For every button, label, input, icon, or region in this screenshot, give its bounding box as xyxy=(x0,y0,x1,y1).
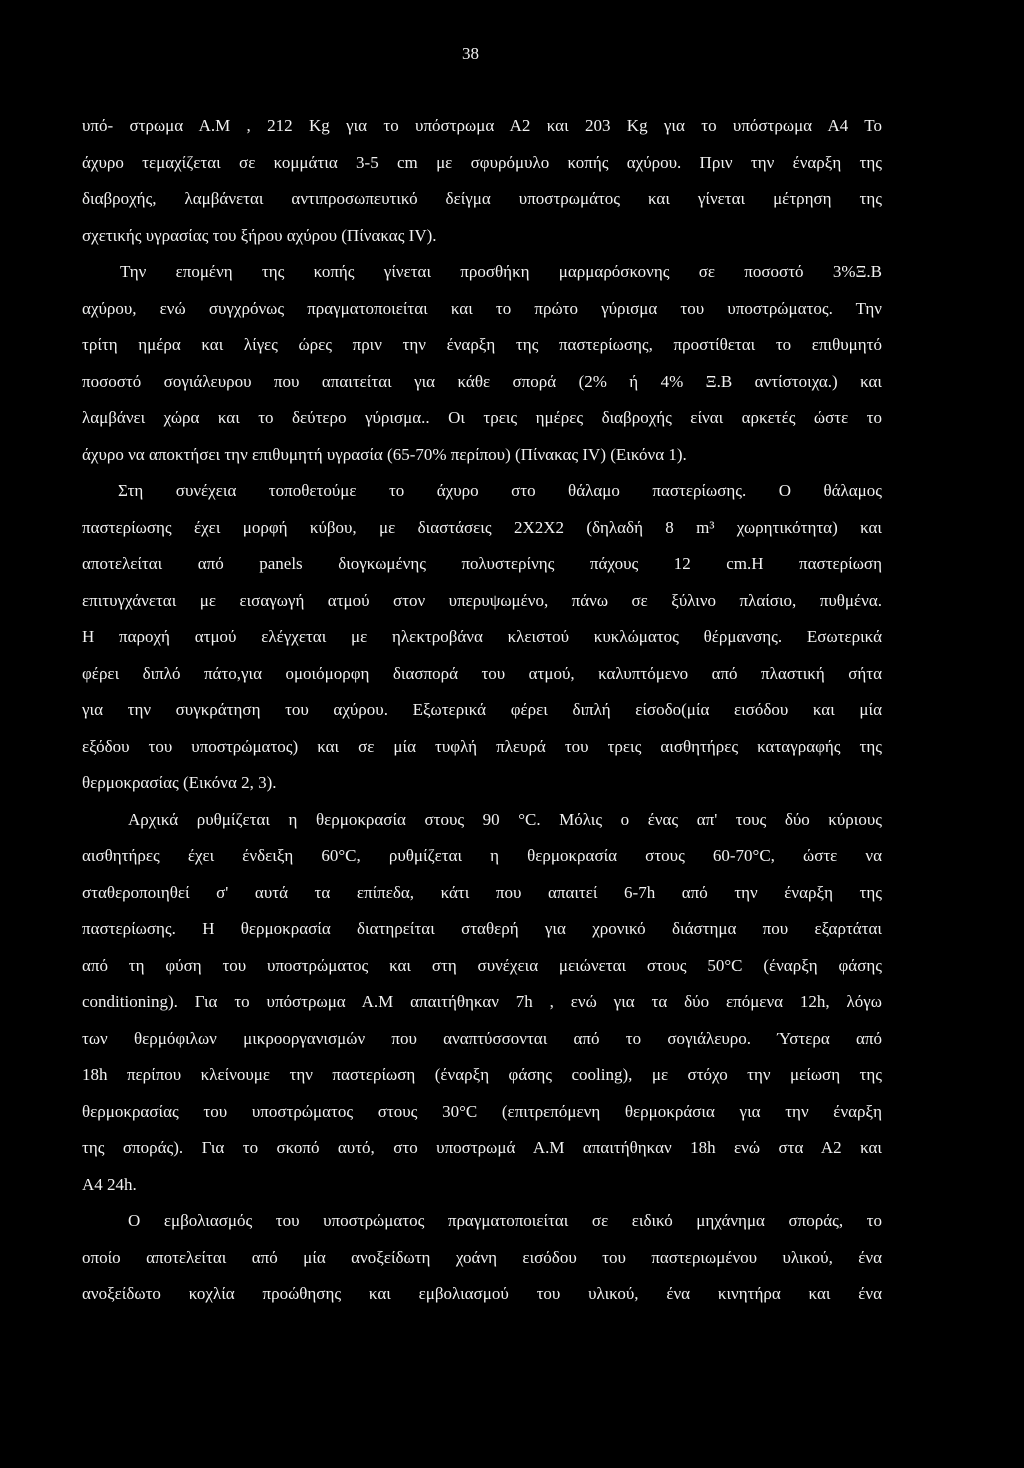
text-line: αποτελείται από panels διογκωμένης πολυστερίνης πάχους 12 cm.Η παστερίωση xyxy=(82,554,882,573)
text-line: τρίτη ημέρα και λίγες ώρες πριν την έναρξη της παστερίωσης, προστίθεται το επιθυμητό xyxy=(82,335,882,354)
page-number: 38 xyxy=(462,44,479,63)
text-line: υπό- στρωμα Α.Μ , 212 Kg για το υπόστρωμα Α2 και 203 Kg για το υπόστρωμα Α4 Το xyxy=(82,116,882,135)
text-line: Την επομένη της κοπής γίνεται προσθήκη μαρμαρόσκονης σε ποσοστό 3%Ξ.Β xyxy=(120,262,882,281)
text-line: 18h περίπου κλείνουμε την παστερίωση (έναρξη φάσης cooling), με στόχο την μείωση της xyxy=(82,1065,882,1084)
text-line: θερμοκρασίας (Εικόνα 2, 3). xyxy=(82,773,277,792)
text-line: εξόδου του υποστρώματος) και σε μία τυφλή πλευρά του τρεις αισθητήρες καταγραφής της xyxy=(82,736,882,756)
document-body xyxy=(82,108,882,1313)
text-line: conditioning). Για το υπόστρωμα Α.Μ απαιτήθηκαν 7h , ενώ για τα δύο επόμενα 12h, λόγω xyxy=(82,992,882,1011)
text-line: Α4 24h. xyxy=(82,1174,137,1194)
text-line: φέρει διπλό πάτο,για ομοιόμορφη διασπορά του ατμού, καλυπτόμενο από πλαστική σήτα xyxy=(82,663,882,683)
text-line: οποίο αποτελείται από μία ανοξείδωτη χοάνη εισόδου του παστεριωμένου υλικού, ένα xyxy=(82,1247,882,1267)
text-line: από τη φύση του υποστρώματος και στη συνέχεια μειώνεται στους 50°C (έναρξη φάσης xyxy=(82,955,882,975)
text-line: Ο εμβολιασμός του υποστρώματος πραγματοποιείται σε ειδικό μηχάνημα σποράς, το xyxy=(128,1211,882,1230)
text-line: θερμοκρασίας του υποστρώματος στους 30°C (επιτρεπόμενη θερμοκράσια για την έναρξη xyxy=(82,1101,882,1121)
text-line: Η παροχή ατμού ελέγχεται με ηλεκτροβάνα κλειστού κυκλώματος θέρμανσης. Εσωτερικά xyxy=(82,627,882,646)
text-line: παστερίωσης. Η θερμοκρασία διατηρείται σταθερή για χρονικό διάστημα που εξαρτάται xyxy=(82,919,882,938)
text-line: Αρχικά ρυθμίζεται η θερμοκρασία στους 90 °C. Μόλις ο ένας απ' τους δύο κύριους xyxy=(128,809,882,829)
text-line: άχυρο να αποκτήσει την επιθυμητή υγρασία (65-70% περίπου) (Πίνακας IV) (Εικόνα 1). xyxy=(82,444,687,464)
text-line: για την συγκράτηση του αχύρου. Εξωτερικά φέρει διπλή είσοδο(μία εισόδου και μία xyxy=(82,700,882,719)
text-line: επιτυγχάνεται με εισαγωγή ατμού στον υπερυψωμένο, πάνω σε ξύλινο πλαίσιο, πυθμένα. xyxy=(82,590,882,610)
text-line: σταθεροποιηθεί σ' αυτά τα επίπεδα, κάτι που απαιτεί 6-7h από την έναρξη της xyxy=(82,882,882,902)
text-line: διαβροχής, λαμβάνεται αντιπροσωπευτικό δείγμα υποστρωμάτος και γίνεται μέτρηση της xyxy=(82,189,882,208)
text-line: σχετικής υγρασίας του ξήρου αχύρου (Πίνακας IV). xyxy=(82,225,437,245)
text-line: αισθητήρες έχει ένδειξη 60°C, ρυθμίζεται η θερμοκρασία στους 60-70°C, ώστε να xyxy=(82,846,882,865)
text-line: ανοξείδωτο κοχλία προώθησης και εμβολιασμού του υλικού, ένα κινητήρα και ένα xyxy=(82,1284,882,1303)
text-line: λαμβάνει χώρα και το δεύτερο γύρισμα.. Οι τρεις ημέρες διαβροχής είναι αρκετές ώστε το xyxy=(82,408,882,427)
text-line: Στη συνέχεια τοποθετούμε το άχυρο στο θάλαμο παστερίωσης. Ο θάλαμος xyxy=(118,481,882,500)
text-line: της σποράς). Για το σκοπό αυτό, στο υποστρωμά Α.Μ απαιτήθηκαν 18h ενώ στα Α2 και xyxy=(82,1138,882,1157)
text-line: ποσοστό σογιάλευρου που απαιτείται για κάθε σπορά (2% ή 4% Ξ.Β αντίστοιχα.) και xyxy=(82,371,882,391)
text-line: των θερμόφιλων μικροοργανισμών που αναπτύσσονται από το σογιάλευρο. Ύστερα από xyxy=(82,1028,882,1048)
text-line: άχυρο τεμαχίζεται σε κομμάτια 3-5 cm με σφυρόμυλο κοπής αχύρου. Πριν την έναρξη της xyxy=(82,152,882,172)
text-line: παστερίωσης έχει μορφή κύβου, με διαστάσεις 2Χ2Χ2 (δηλαδή 8 m³ χωρητικότητα) και xyxy=(82,517,882,537)
text-line: αχύρου, ενώ συγχρόνως πραγματοποιείται και το πρώτο γύρισμα του υποστρώματος. Την xyxy=(82,298,882,318)
